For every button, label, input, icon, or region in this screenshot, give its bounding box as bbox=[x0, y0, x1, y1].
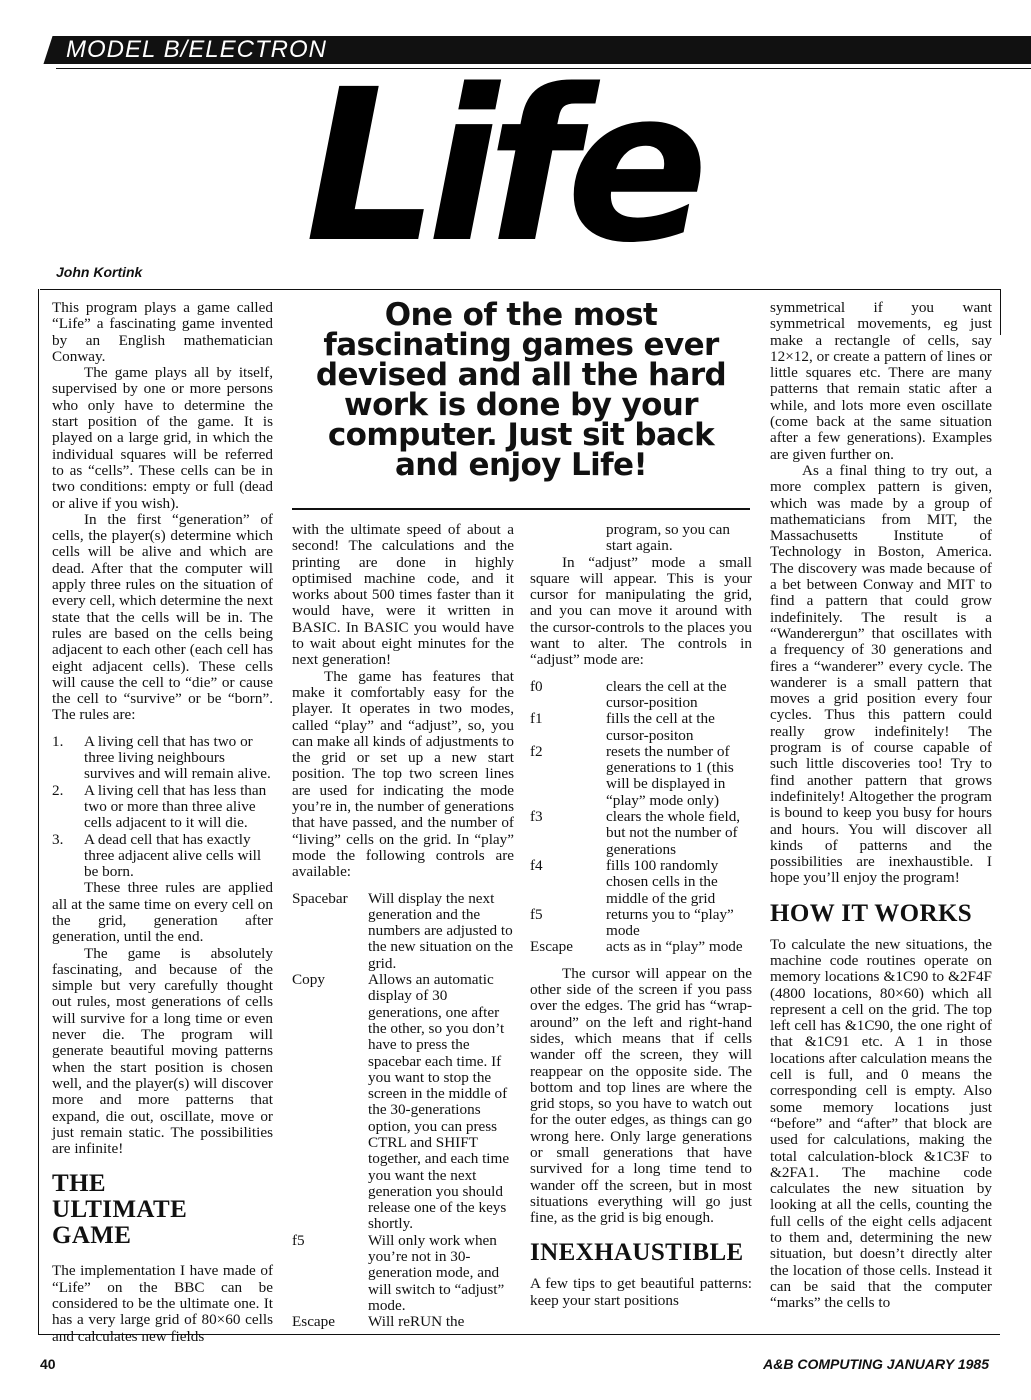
control-row bbox=[292, 1233, 514, 1314]
control-description: Will reRUN the bbox=[368, 1313, 465, 1331]
section-header: MODEL B/ELECTRON bbox=[66, 36, 327, 63]
control-row bbox=[530, 711, 752, 744]
column-3 bbox=[530, 522, 752, 1309]
control-row bbox=[530, 858, 752, 907]
play-controls-table bbox=[292, 891, 514, 1331]
subheading: INEXHAUSTIBLE bbox=[530, 1239, 744, 1267]
control-key: f0 bbox=[530, 677, 543, 695]
list-item bbox=[52, 783, 273, 832]
control-description: Allows an automatic display of 30 generations, one after the other, so you don’t have to press the spacebar each time. If you want to stop the screen in the middle of the 30-generations option, you can press CTRL and SHIFT together, and each time you want the next generation you should release one of the keys shortly. bbox=[368, 971, 510, 1233]
paragraph: symmetrical if you want symmetrical movements, eg just make a rectangle of cells, say 12×12, or create a pattern of lines or little squares etc. There are many patterns that remain static after a while, and lots more even oscillate (come back at the same situation after a few generations). Examples are given further on. bbox=[770, 299, 992, 463]
paragraph: program, so you can start again. bbox=[606, 521, 730, 555]
page-number: 40 bbox=[40, 1356, 56, 1372]
control-row bbox=[292, 891, 514, 972]
paragraph: with the ultimate speed of about a second! The calculations and the printing are done in highly optimised machine code, and it works about 500 times faster than it would have, were it written in BASIC. In BASIC you would have to wait about eight minutes for the next generation! bbox=[292, 521, 514, 669]
paragraph: The game is absolutely fascinating, and because of the simple but very carefully thought out rules, most generations of cells will survive for a long time or even never die. The program will generate beautiful moving patterns when the start position is chosen well, and the player(s) will discover more and more patterns that expand, die out, oscillate, move or just remain static. The possibilities are infinite! bbox=[52, 944, 273, 1158]
paragraph: A few tips to get beautiful patterns: keep your start positions bbox=[530, 1275, 752, 1309]
adjust-controls-table bbox=[530, 679, 752, 956]
control-row bbox=[530, 939, 752, 955]
paragraph: The game plays all by itself, supervised by one or more persons who only have to determine the start position of the game. It is played on a large grid, in which the individual squares will be referred to as “cells”. These cells can be in two conditions: empty or full (dead or alive if you wish). bbox=[52, 364, 273, 512]
column-4 bbox=[770, 300, 992, 1312]
column-2 bbox=[292, 522, 514, 1331]
control-row bbox=[530, 907, 752, 940]
paragraph: In “adjust” mode a small square will appear. This is your cursor for manipulating the grid, and you can move it around with the cursor-controls to the places you want to alter. The controls in “adjust” mode are: bbox=[530, 553, 752, 669]
pull-quote: One of the most fascinating games ever devised and all the hard work is done by your computer. Just sit back and enjoy Life! bbox=[315, 297, 727, 483]
control-description: fills the cell at the cursor-positon bbox=[606, 710, 715, 744]
control-description: clears the cell at the cursor-position bbox=[606, 677, 727, 711]
paragraph: As a final thing to try out, a more complex pattern is given, which was made by a group of mathematicians from MIT, the Massachusetts Institute of Technology in Boston, America. The discovery was made because of a bet between Conway and MIT to find a pattern that could grow indefinitely. The result is a “Wanderergun” that oscillates with a frequency of 30 generations and fires a “wanderer” every cycle. The wanderer is a small pattern that moves a grid position every four cycles. Thus this pattern could really grow indefinitely! The program is of course capable of such little discoveries too! Try to find another pattern that grows indefinitely! Altogether the program is bound to keep you busy for hours and hours. You will discover all kinds of patterns and the possibilities are inexhaustible. I hope you’ll enjoy the program! bbox=[770, 461, 992, 887]
paragraph: These three rules are applied all at the same time on every cell on the grid, generation after generation, until the end. bbox=[52, 879, 273, 946]
control-description: returns you to “play” mode bbox=[606, 905, 734, 940]
list-text: A living cell that has two or three living neighbours survives and will remain alive. bbox=[84, 732, 271, 783]
control-key: Copy bbox=[292, 971, 325, 989]
frame-rule-right bbox=[1000, 289, 1001, 335]
control-key: Escape bbox=[292, 1313, 336, 1331]
control-key: f3 bbox=[530, 808, 543, 826]
list-number: 2. bbox=[52, 781, 64, 799]
list-item bbox=[52, 734, 273, 783]
article-title: Life bbox=[305, 62, 697, 282]
control-row bbox=[292, 1314, 514, 1330]
subheading: THE ULTIMATE GAME bbox=[52, 1170, 188, 1250]
control-key: f5 bbox=[292, 1231, 305, 1249]
paragraph: This program plays a game called “Life” a fascinating game invented by an English mathematician Conway. bbox=[52, 299, 273, 365]
byline: John Kortink bbox=[56, 264, 143, 280]
paragraph: To calculate the new situations, the machine code routines operate on memory locations &1C90 to &2F4F (4800 locations, 80×60) which all represent a cell on the grid. The top left cell has &1C90, the one right of that &1C91 etc. A 1 in those locations after calculation means the cell is full, and 0 means the corresponding cell is empty. Also some memory locations just “before” and “after” that block are used for calculations, making the total calculation-block &1C3F to &2FA1. The machine code calculates the new situation by looking at all the cells, counting the full cells of the eight cells adjacent to them and, determining the new situation, but doesn’t directly alter the location of those cells. Instead it can be said that the computer “marks” the cells to bbox=[770, 935, 992, 1312]
magazine-footer: A&B COMPUTING JANUARY 1985 bbox=[763, 1356, 989, 1372]
rules-list bbox=[52, 734, 273, 881]
control-key: f1 bbox=[530, 710, 543, 728]
control-description: fills 100 randomly chosen cells in the middle of the grid bbox=[606, 856, 719, 907]
control-key: Escape bbox=[530, 938, 574, 956]
frame-rule-top bbox=[40, 289, 1000, 290]
paragraph: The implementation I have made of “Life” on the BBC can be considered to be the ultimate one. It has a very large grid of 80×60 cells and calculates new fields bbox=[52, 1262, 273, 1345]
control-key: f5 bbox=[530, 905, 543, 923]
subheading: HOW IT WORKS bbox=[770, 899, 973, 927]
control-row bbox=[530, 744, 752, 809]
column-1 bbox=[52, 300, 273, 1345]
control-description: resets the number of generations to 1 (this will be displayed in “play” mode only) bbox=[606, 742, 734, 809]
control-key: Spacebar bbox=[292, 889, 348, 907]
control-key: f4 bbox=[530, 856, 543, 874]
paragraph: The cursor will appear on the other side of the screen if you pass over the edges. The grid has “wrap-around” on the left and right-hand sides, which means that if cells wander off the screen, they will reappear on the opposite side. The bottom and top lines are where the grid stops, so you have to watch out for the outer edges, as things can go wrong here. Only large generations or small generations that have survived for a long time tend to wander off the screen, but in most situations everything will go just fine, as the grid is big enough. bbox=[530, 964, 752, 1227]
control-description: Will only work when you’re not in 30-generation mode, and will switch to “adjust” mode. bbox=[368, 1231, 505, 1314]
control-key: f2 bbox=[530, 742, 543, 760]
control-row bbox=[292, 972, 514, 1233]
list-text: A dead cell that has exactly three adjacent alive cells will be born. bbox=[84, 830, 262, 881]
control-row bbox=[530, 809, 752, 858]
pull-quote-rule bbox=[292, 508, 750, 510]
paragraph: In the first “generation” of cells, the player(s) determine which cells will be alive and which are dead. After that the computer will apply three rules on the situation of every cell, which determine the next state that the cells will be in. The rules are based on the cells being adjacent to each other (each cell has eight adjacent cells). These cells will cause the cell to “die” or cause the cell to “survive” or be “born”. The rules are: bbox=[52, 510, 273, 724]
control-description: Will display the next generation and the numbers are adjusted to the new situation on the grid. bbox=[368, 889, 514, 972]
frame-rule-left bbox=[38, 289, 39, 1335]
list-number: 1. bbox=[52, 732, 64, 750]
list-text: A living cell that has less than two or more than three alive cells adjacent to it will die. bbox=[84, 781, 267, 832]
list-item bbox=[52, 832, 273, 881]
control-description: acts as in “play” mode bbox=[606, 938, 743, 956]
control-description: clears the whole field, but not the number of generations bbox=[606, 808, 741, 858]
paragraph: The game has features that make it comfortably easy for the player. It operates in two modes, called “play” and “adjust”, so, you can make all kinds of adjustments to the grid or set up a new start position. The top two screen lines are used for indicating the mode you’re in, the number of generations that have passed, and the number of “living” cells on the grid. In “play” mode the following controls are available: bbox=[292, 667, 514, 881]
list-number: 3. bbox=[52, 830, 64, 848]
control-row bbox=[530, 679, 752, 712]
